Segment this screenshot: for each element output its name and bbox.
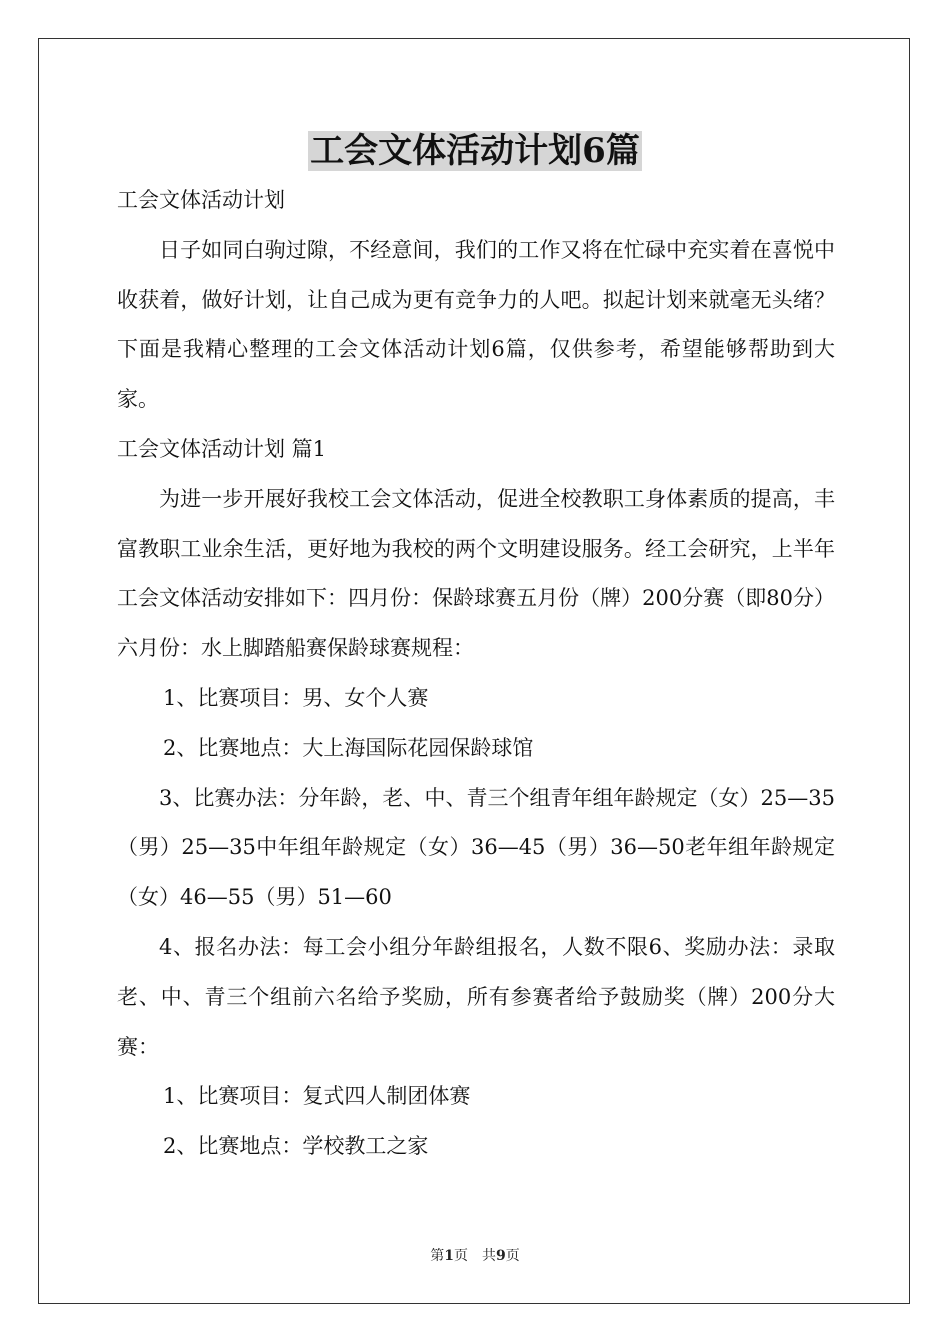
page-footer: [0, 1245, 950, 1265]
page-prefix: 第: [430, 1248, 445, 1264]
section-heading: 工会文体活动计划: [117, 188, 285, 212]
list-item: 1、比赛项目：男、女个人赛: [163, 685, 429, 710]
body-paragraph: 为进一步开展好我校工会文体活动，促进全校教职工身体素质的提高，丰富教职工业余生活，更好地为我校的两个文明建设服务。经工会研究，上半年工会文体活动安排如下：四月份：保龄球赛五月份（牌）200分赛（即80分）六月份：水上脚踏船赛保龄球赛规程：: [117, 486, 835, 661]
current-page-number: 1: [444, 1248, 454, 1264]
list-item: 1、比赛项目：复式四人制团体赛: [163, 1084, 471, 1109]
document-title: 工会文体活动计划6篇: [310, 131, 640, 171]
body-paragraph: 3、比赛办法：分年龄，老、中、青三个组青年组年龄规定（女）25—35（男）25—35中年组年龄规定（女）36—45（男）36—50老年组年龄规定（女）46—55（男）51—60: [117, 785, 835, 910]
total-page-number: 9: [496, 1248, 506, 1264]
page-separator: 页 共: [454, 1248, 496, 1264]
page-suffix: 页: [505, 1248, 520, 1264]
list-item: 2、比赛地点：大上海国际花园保龄球馆: [163, 735, 534, 760]
document-body: [117, 176, 835, 1172]
intro-paragraph: 日子如同白驹过隙，不经意间，我们的工作又将在忙碌中充实着在喜悦中收获着，做好计划，让自己成为更有竞争力的人吧。拟起计划来就毫无头绪？下面是我精心整理的工会文体活动计划6篇，仅供参考，希望能够帮助到大家。: [117, 237, 835, 412]
list-item: 2、比赛地点：学校教工之家: [163, 1134, 429, 1159]
section-heading: 工会文体活动计划 篇1: [117, 436, 327, 461]
body-paragraph: 4、报名办法：每工会小组分年龄组报名，人数不限6、奖励办法：录取老、中、青三个组前六名给予奖励，所有参赛者给予鼓励奖（牌）200分大赛：: [117, 934, 835, 1059]
